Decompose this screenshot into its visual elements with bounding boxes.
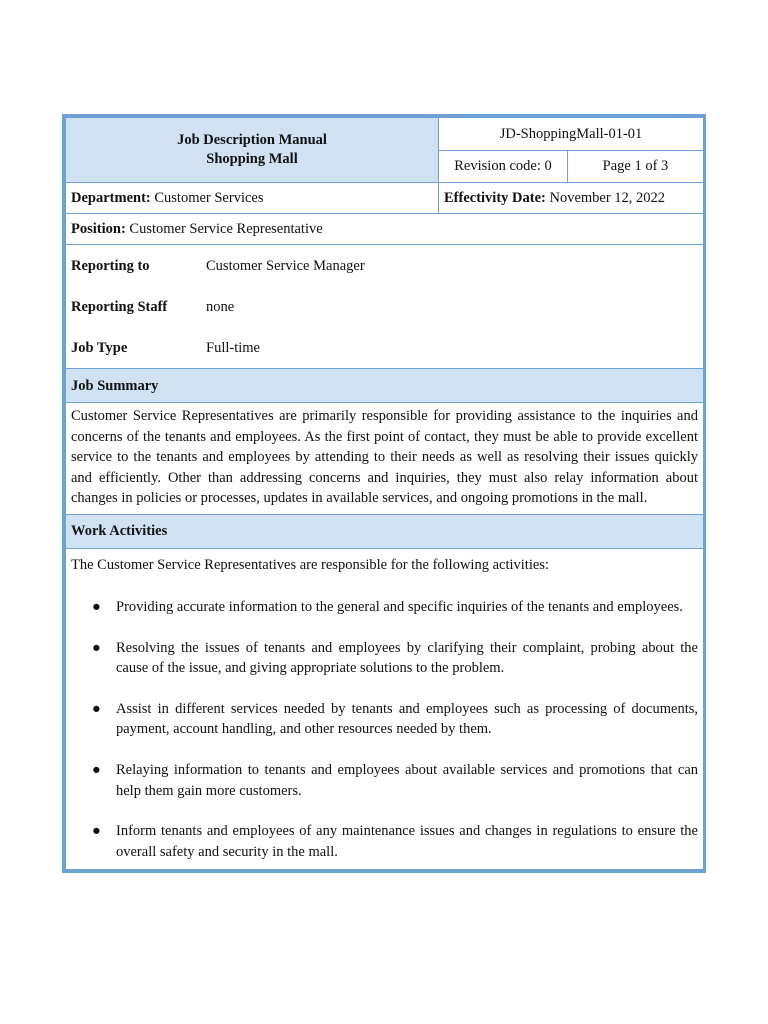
document-code: JD-ShoppingMall-01-01 [439,118,704,151]
job-summary-cell [66,403,704,515]
reporting-to-label: Reporting to [71,257,150,274]
document-subtitle: Shopping Mall [206,151,298,167]
header-table [65,117,704,870]
work-activities-list [71,597,698,862]
department-label: Department: [71,190,151,206]
reporting-staff-row [71,286,698,327]
work-activities-heading: Work Activities [66,514,704,548]
list-item [71,760,698,801]
job-type-value: Full-time [206,339,260,356]
effectivity-cell [439,183,704,214]
effectivity-value: November 12, 2022 [549,190,666,206]
job-type-label: Job Type [71,339,128,356]
position-cell [66,214,704,245]
reporting-staff-value: none [206,298,235,315]
job-description-document [62,114,706,873]
activity-text: Relaying information to tenants and employees about available services and promotions that can help them gain more customers. [116,761,698,799]
document-title: Job Description Manual [177,132,327,148]
department-cell [66,183,439,214]
work-activities-intro: The Customer Service Representatives are responsible for the following activities: [71,556,549,573]
activity-text: Assist in different services needed by tenants and employees such as processing of documents, payment, account handling, and other resources needed by them. [116,700,698,738]
activity-text: Resolving the issues of tenants and employees by clarifying their complaint, probing about the cause of the issue, and giving appropriate solutions to the problem. [116,639,698,677]
job-type-row [71,327,698,368]
bullet-icon: ● [92,639,101,656]
bullet-icon: ● [92,823,101,840]
list-item [71,638,698,679]
list-item [71,821,698,862]
reporting-to-value: Customer Service Manager [206,257,365,274]
list-item [71,597,698,618]
bullet-icon: ● [92,700,101,717]
position-label: Position: [71,221,126,237]
bullet-icon: ● [92,761,101,778]
details-cell [66,245,704,369]
revision-code: Revision code: 0 [439,150,568,183]
document-title-cell [66,118,439,183]
department-value: Customer Services [154,190,264,206]
job-summary-text: Customer Service Representatives are primarily responsible for providing assistance to the inquiries and concerns of the tenants and employees. As the first point of contact, they must be able to provide excellent service to the tenants and employees by attending to their needs as well as resolving their issues quickly and efficiently. Other than addressing concerns and inquiries, they must also relay information about changes in policies or processes, updates in available services, and ongoing promotions in the mall. [71,408,698,507]
reporting-staff-label: Reporting Staff [71,298,168,315]
effectivity-label: Effectivity Date: [444,190,546,206]
activity-text: Inform tenants and employees of any maintenance issues and changes in regulations to ensure the overall safety and security in the mall. [116,823,698,860]
list-item [71,699,698,740]
bullet-icon: ● [92,598,101,615]
page-number: Page 1 of 3 [568,150,704,183]
activity-text: Providing accurate information to the general and specific inquiries of the tenants and employees. [116,598,683,615]
work-activities-cell [66,548,704,869]
position-value: Customer Service Representative [129,221,323,237]
reporting-to-row [71,245,698,286]
job-summary-heading: Job Summary [66,369,704,403]
